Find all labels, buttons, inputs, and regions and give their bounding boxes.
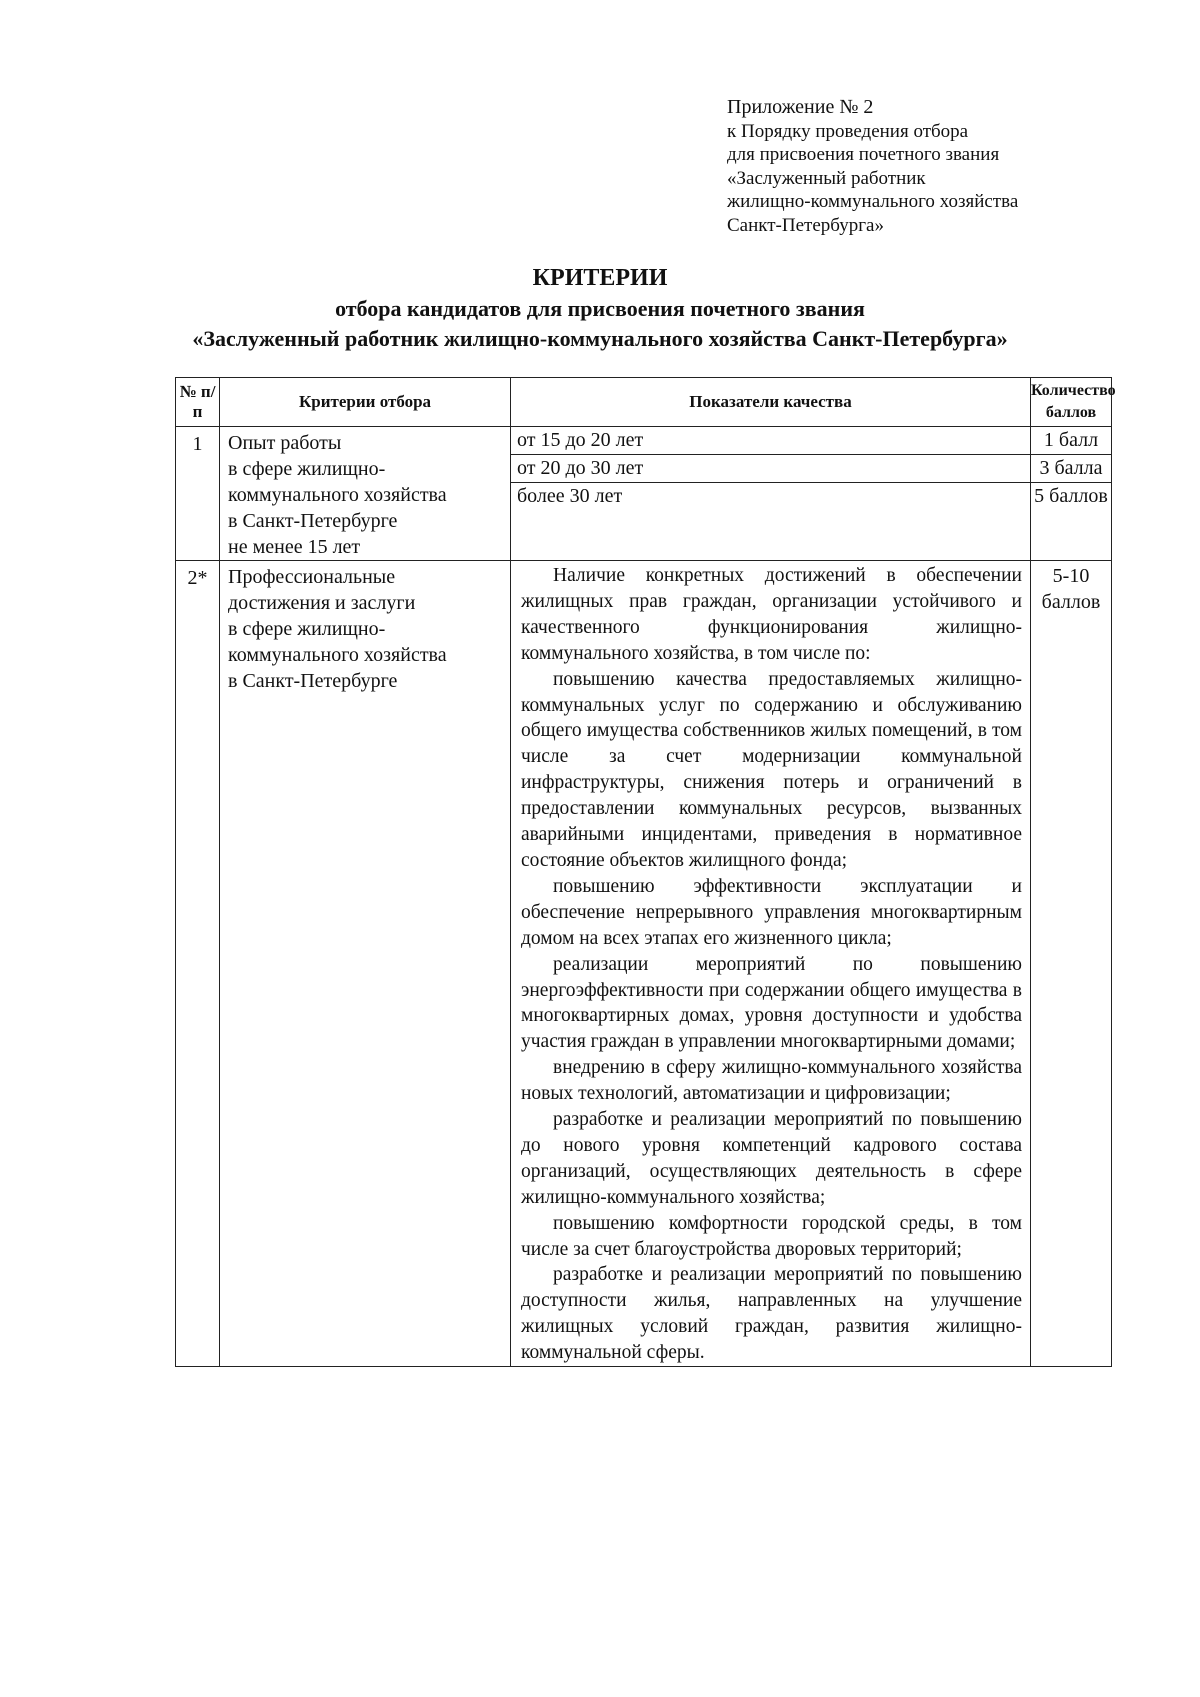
criteria-line: коммунального хозяйства (228, 484, 447, 506)
document-heading (0, 262, 1200, 354)
header-num: № п/п (176, 378, 220, 427)
criteria-line: в сфере жилищно- (228, 458, 386, 480)
indicator-paragraph: повышению качества предоставляемых жилищно-коммунальных услуг по содержанию и обслуживанию общего имущества собственников жилых помещений, в том числе за счет модернизации коммунальной инфраструктуры, снижения потерь и ограничений в предоставлении коммунальных ресурсов, вызванных аварийными инцидентами, приведения в нормативное состояние объектов жилищного фонда; (521, 668, 1022, 871)
indicator-paragraph: разработке и реализации мероприятий по повышению доступности жилья, направленных на улучшение жилищных условий граждан, развития жилищно-коммунальной сферы. (521, 1264, 1022, 1364)
indicators-cell (511, 427, 1031, 561)
indicator-item: от 15 до 20 лет (511, 427, 1030, 455)
criteria-cell (220, 427, 511, 561)
indicator-paragraph: разработке и реализации мероприятий по повышению до нового уровня компетенций кадрового состава организаций, осуществляющих деятельность в сфере жилищно-коммунального хозяйства; (521, 1109, 1022, 1208)
indicator-paragraph: Наличие конкретных достижений в обеспечении жилищных прав граждан, организации устойчивого и качественного функционирования жилищно-коммунального хозяйства, в том числе по: (521, 565, 1022, 664)
row-number: 1 (176, 427, 220, 561)
criteria-line: коммунального хозяйства (228, 644, 447, 666)
header-points: Количество баллов (1031, 378, 1112, 427)
table-header-row (176, 378, 1112, 427)
points-cell (1031, 427, 1112, 561)
indicator-item: более 30 лет (517, 485, 623, 507)
indicator-paragraph: реализации мероприятий по повышению энергоэффективности при содержании общего имущества в многоквартирных домах, уровня доступности и удобства участия граждан в управлении многоквартирными домами; (521, 953, 1022, 1053)
appendix-line: для присвоения почетного звания (727, 144, 1000, 165)
criteria-line: в Санкт-Петербурге (228, 670, 398, 692)
appendix-note (727, 96, 1147, 237)
criteria-table (175, 377, 1116, 1367)
points-line: баллов (1041, 591, 1101, 613)
appendix-line: к Порядку проведения отбора (727, 120, 969, 142)
indicators-cell (511, 561, 1031, 1367)
document-subtitle-2: «Заслуженный работник жилищно-коммунального хозяйства Санкт-Петербурга» (192, 326, 1008, 351)
points-cell (1031, 561, 1112, 1367)
header-indicators: Показатели качества (511, 378, 1031, 427)
criteria-line: Опыт работы (228, 432, 342, 454)
criteria-cell (220, 561, 511, 1367)
indicator-item: от 20 до 30 лет (511, 455, 1030, 483)
points-item: 5 баллов (1034, 485, 1108, 507)
criteria-line: в сфере жилищно- (228, 618, 386, 640)
table-row (176, 427, 1112, 561)
criteria-line: не менее 15 лет (228, 536, 361, 558)
points-item: 3 балла (1031, 455, 1111, 483)
criteria-line: достижения и заслуги (228, 592, 416, 614)
criteria-line: Профессиональные (228, 566, 396, 588)
indicator-paragraph: повышению комфортности городской среды, в том числе за счет благоустройства дворовых территорий; (521, 1212, 1022, 1260)
points-item: 1 балл (1031, 427, 1111, 455)
criteria-line: в Санкт-Петербурге (228, 510, 398, 532)
table-row (176, 561, 1112, 1367)
indicator-paragraph: внедрению в сферу жилищно-коммунального хозяйства новых технологий, автоматизации и цифровизации; (521, 1057, 1022, 1105)
row-number: 2* (176, 561, 220, 1367)
appendix-line: жилищно-коммунального хозяйства (727, 191, 1019, 212)
indicators-text (511, 561, 1030, 1366)
indicator-paragraph: повышению эффективности эксплуатации и обеспечение непрерывного управления многоквартирным домом на всех этапах его жизненного цикла; (521, 875, 1022, 949)
points-line: 5-10 (1052, 565, 1090, 587)
appendix-line: Приложение № 2 (727, 96, 874, 118)
header-criteria: Критерии отбора (220, 378, 511, 427)
appendix-line: Санкт-Петербурга» (727, 214, 884, 236)
document-subtitle: отбора кандидатов для присвоения почетного звания (335, 296, 865, 321)
appendix-line: «Заслуженный работник (727, 167, 926, 189)
document-title: КРИТЕРИИ (532, 265, 668, 291)
